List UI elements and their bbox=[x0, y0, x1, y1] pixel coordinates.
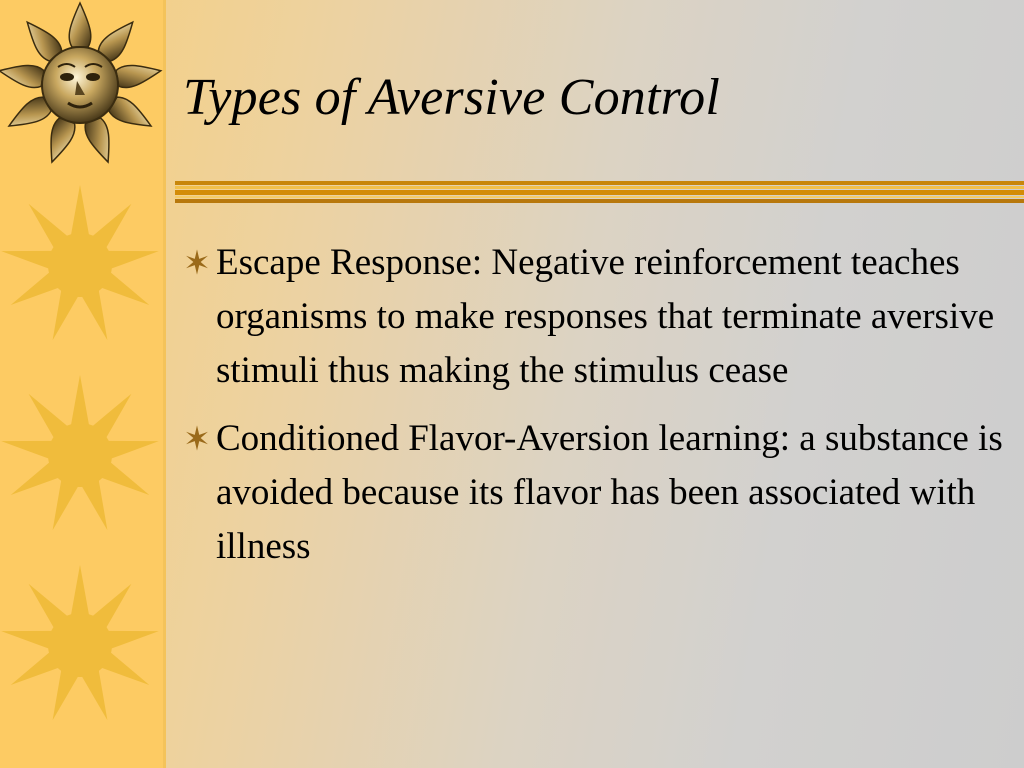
bullet-list bbox=[183, 236, 1013, 588]
star-bullet-icon bbox=[183, 248, 211, 276]
sun-icon bbox=[0, 565, 160, 723]
title-divider bbox=[175, 181, 1024, 203]
sun-face-icon bbox=[0, 3, 163, 166]
bullet-text: Conditioned Flavor-Aversion learning: a substance is avoided because its flavor has been associated with illness bbox=[216, 418, 1003, 567]
slide-title: Types of Aversive Control bbox=[183, 69, 720, 126]
sun-decorations bbox=[0, 0, 170, 768]
bullet-text: Escape Response: Negative reinforcement teaches organisms to make responses that terminate aversive stimuli thus making the stimulus cease bbox=[216, 242, 995, 391]
sun-icon bbox=[0, 185, 160, 343]
bullet-item bbox=[183, 412, 1013, 574]
sun-icon bbox=[0, 375, 160, 533]
bullet-item bbox=[183, 236, 1013, 398]
star-bullet-icon bbox=[183, 424, 211, 452]
